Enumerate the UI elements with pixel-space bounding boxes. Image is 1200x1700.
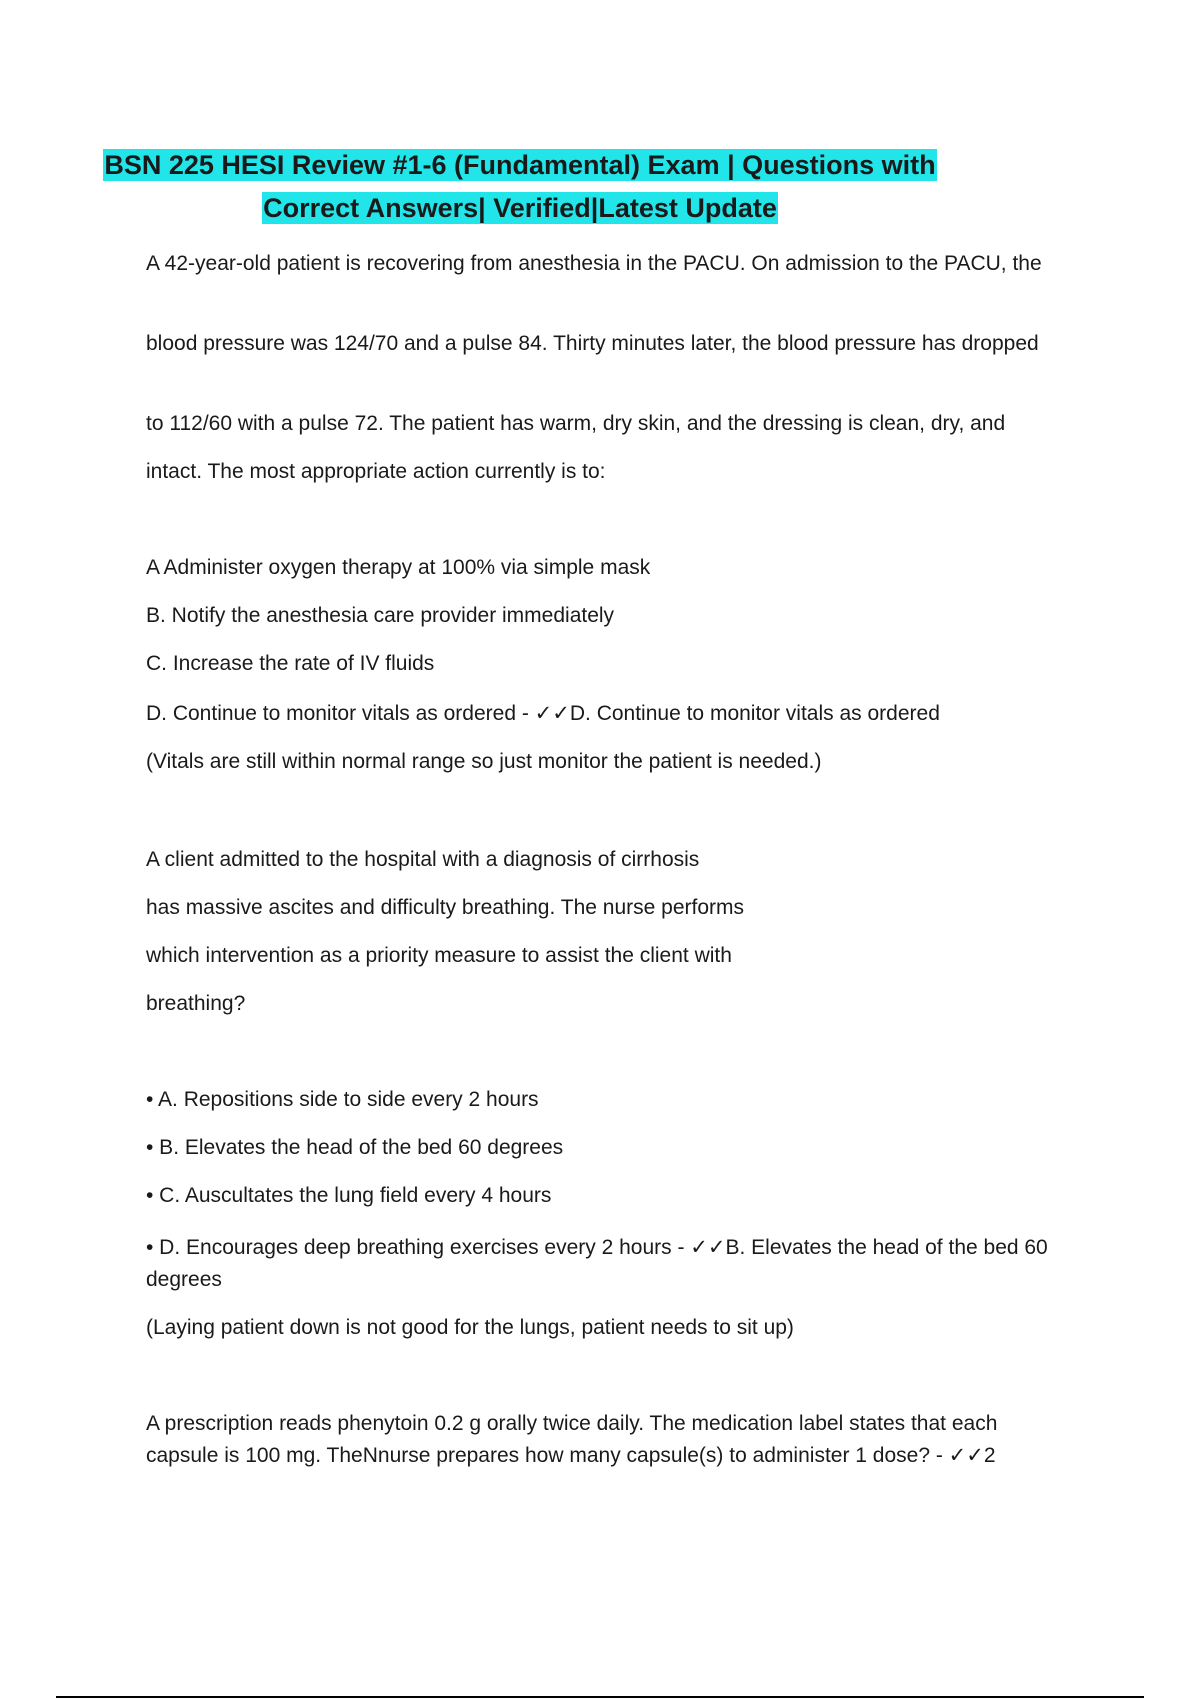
q2-stem-line: breathing? xyxy=(146,992,246,1015)
q1-rationale: (Vitals are still within normal range so just monitor the patient is needed.) xyxy=(146,750,822,773)
q1-option-d-answer: D. Continue to monitor vitals as ordered - ✓✓D. Continue to monitor vitals as ordered xyxy=(146,702,940,725)
q2-option-c: • C. Auscultates the lung field every 4 hours xyxy=(146,1184,552,1207)
footer-rule xyxy=(56,1696,1144,1698)
q1-stem-line: blood pressure was 124/70 and a pulse 84. Thirty minutes later, the blood pressure has dropped xyxy=(146,332,1039,355)
q3-question-answer: A prescription reads phenytoin 0.2 g orally twice daily. The medication label states that each capsule is 100 mg. TheNnurse prepares how many capsule(s) to administer 1 dose? - ✓✓2 xyxy=(146,1412,998,1467)
q1-option-c: C. Increase the rate of IV fluids xyxy=(146,652,435,675)
q1-stem-line: intact. The most appropriate action currently is to: xyxy=(146,460,606,483)
q1-option-b: B. Notify the anesthesia care provider immediately xyxy=(146,604,615,627)
q2-stem-line: which intervention as a priority measure to assist the client with xyxy=(146,944,732,967)
document-title xyxy=(0,144,1040,230)
q1-stem-line: A 42-year-old patient is recovering from anesthesia in the PACU. On admission to the PACU, the xyxy=(146,252,1042,275)
q2-option-d-answer: • D. Encourages deep breathing exercises every 2 hours - ✓✓B. Elevates the head of the bed 60 degrees xyxy=(146,1236,1048,1291)
title-line-2: Correct Answers| Verified|Latest Update xyxy=(263,193,777,223)
q2-stem-line: has massive ascites and difficulty breathing. The nurse performs xyxy=(146,896,745,919)
q1-stem-line: to 112/60 with a pulse 72. The patient has warm, dry skin, and the dressing is clean, dry, and xyxy=(146,412,1006,435)
q2-option-a: • A. Repositions side to side every 2 hours xyxy=(146,1088,539,1111)
q2-rationale: (Laying patient down is not good for the lungs, patient needs to sit up) xyxy=(146,1316,794,1339)
q2-option-b: • B. Elevates the head of the bed 60 degrees xyxy=(146,1136,564,1159)
q2-stem-line: A client admitted to the hospital with a diagnosis of cirrhosis xyxy=(146,848,700,871)
title-line-1: BSN 225 HESI Review #1-6 (Fundamental) Exam | Questions with xyxy=(104,150,936,180)
q1-option-a: A Administer oxygen therapy at 100% via simple mask xyxy=(146,556,651,579)
